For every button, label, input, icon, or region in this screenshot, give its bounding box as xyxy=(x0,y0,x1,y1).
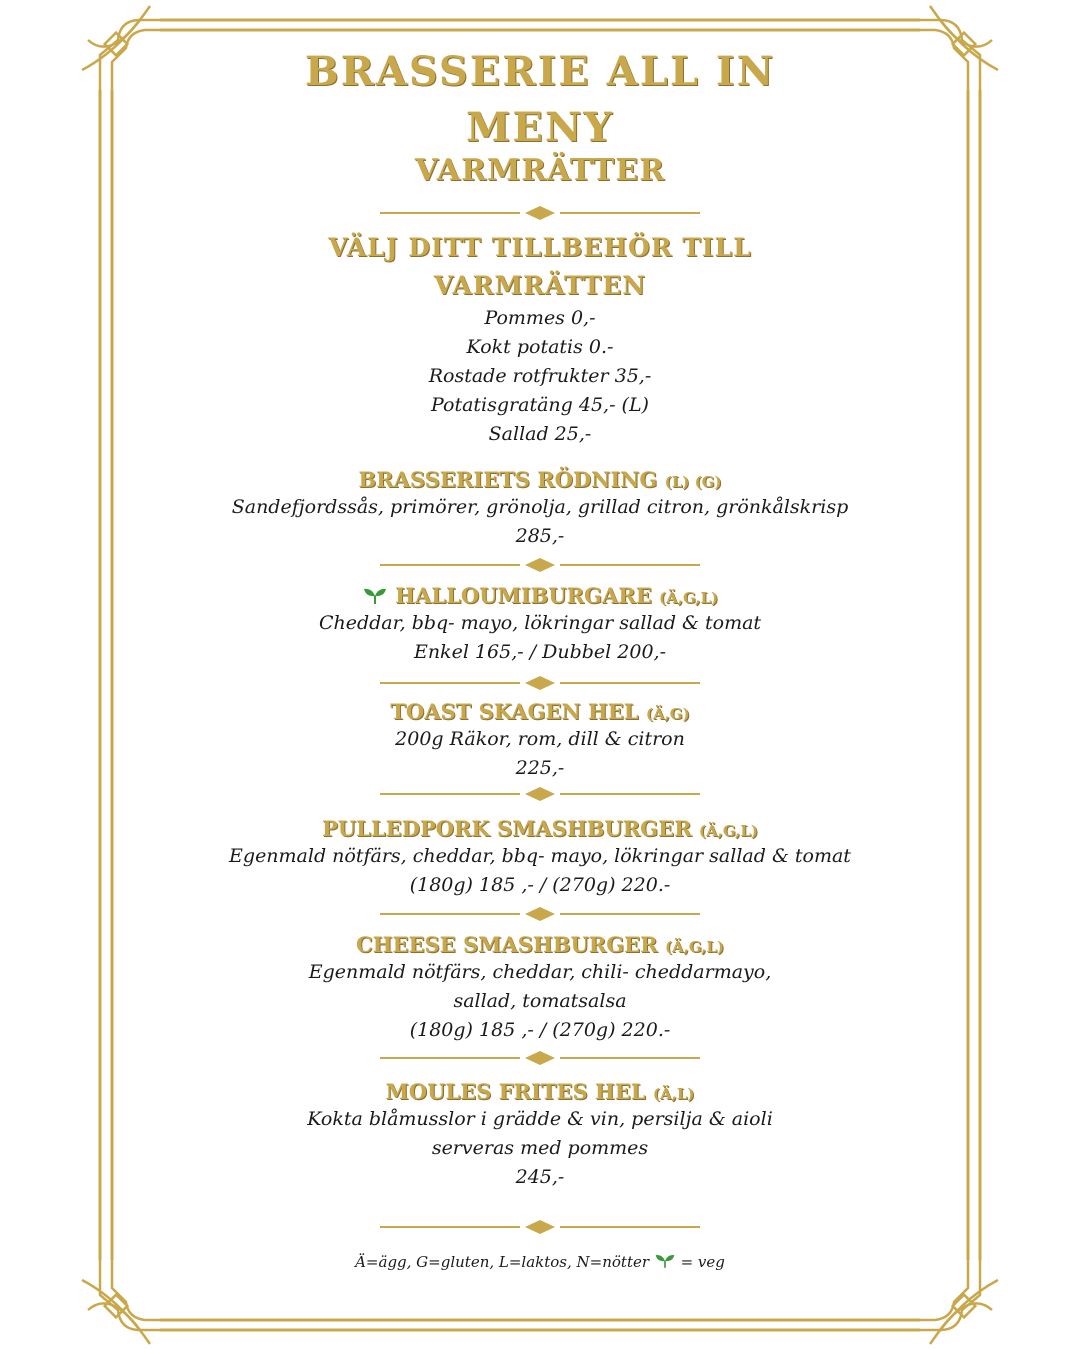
dish-description: Egenmald nötfärs, cheddar, bbq- mayo, lökringar sallad & tomat xyxy=(229,845,851,867)
divider-diamond-icon xyxy=(380,558,700,572)
dish-heading xyxy=(0,815,1080,845)
dish-price: (180g) 185 ,- / (270g) 220.- xyxy=(409,874,671,896)
legend-veg-text: = veg xyxy=(680,1253,725,1271)
dish-allergens: (Ä,G,L) xyxy=(698,822,758,840)
dish-description: 200g Räkor, rom, dill & citron xyxy=(395,728,685,750)
divider-diamond-icon xyxy=(380,206,700,220)
dish-description: Sandefjordssås, primörer, grönolja, grillad citron, grönkålskrisp xyxy=(231,496,849,518)
dish-allergens: (Ä,G,L) xyxy=(664,938,725,956)
dish-allergens: (Ä,G) xyxy=(645,705,690,723)
side-item: Pommes 0,- xyxy=(484,307,596,329)
dish-heading xyxy=(0,698,1080,728)
dish-heading xyxy=(0,466,1080,496)
dish-price: 225,- xyxy=(515,757,565,779)
dish-description: Egenmald nötfärs, cheddar, chili- cheddarmayo, xyxy=(308,961,772,983)
dish-allergens: (Ä,G,L) xyxy=(659,589,719,607)
dish-price: 285,- xyxy=(515,525,565,547)
side-item: Potatisgratäng 45,- (L) xyxy=(431,394,649,416)
restaurant-title: BRASSERIE ALL IN xyxy=(304,48,776,95)
divider-diamond-icon xyxy=(380,787,700,801)
dish-heading xyxy=(0,1078,1080,1108)
divider-diamond-icon xyxy=(380,907,700,921)
allergen-legend xyxy=(0,1253,1080,1271)
dish-heading xyxy=(0,931,1080,961)
dish-price: (180g) 185 ,- / (270g) 220.- xyxy=(409,1019,671,1041)
dish-description: serveras med pommes xyxy=(431,1137,649,1159)
dish-description: Cheddar, bbq- mayo, lökringar sallad & tomat xyxy=(318,612,762,634)
dish-description: Kokta blåmusslor i grädde & vin, persilja & aioli xyxy=(307,1108,773,1130)
dish-name: HALLOUMIBURGARE xyxy=(395,583,652,608)
dish-heading xyxy=(0,582,1080,612)
dish-description: sallad, tomatsalsa xyxy=(453,990,627,1012)
veg-leaf-icon xyxy=(362,587,388,605)
dish-allergens: (L) (G) xyxy=(664,473,722,491)
dish-price: Enkel 165,- / Dubbel 200,- xyxy=(413,641,667,663)
side-item: Sallad 25,- xyxy=(488,423,592,445)
side-item: Rostade rotfrukter 35,- xyxy=(428,365,652,387)
veg-leaf-icon xyxy=(654,1253,676,1269)
legend-text: Ä=ägg, G=gluten, L=laktos, N=nötter xyxy=(355,1253,650,1271)
divider-diamond-icon xyxy=(380,1051,700,1065)
dish-allergens: (Ä,L) xyxy=(652,1085,695,1103)
dish-name: PULLEDPORK SMASHBURGER xyxy=(322,816,692,841)
divider-diamond-icon xyxy=(380,676,700,690)
dish-name: MOULES FRITES HEL xyxy=(385,1079,646,1104)
divider-diamond-icon xyxy=(380,1220,700,1234)
dish-name: TOAST SKAGEN HEL xyxy=(390,699,639,724)
dish-name: BRASSERIETS RÖDNING xyxy=(358,467,658,492)
section-title: VARMRÄTTER xyxy=(414,153,666,188)
dish-name: CHEESE SMASHBURGER xyxy=(355,932,658,957)
sides-heading: VÄLJ DITT TILLBEHÖR TILL xyxy=(328,233,752,262)
sides-heading-cont: VARMRÄTTEN xyxy=(433,271,647,300)
dish-price: 245,- xyxy=(515,1166,565,1188)
side-item: Kokt potatis 0.- xyxy=(466,336,614,358)
menu-title: MENY xyxy=(466,104,614,151)
